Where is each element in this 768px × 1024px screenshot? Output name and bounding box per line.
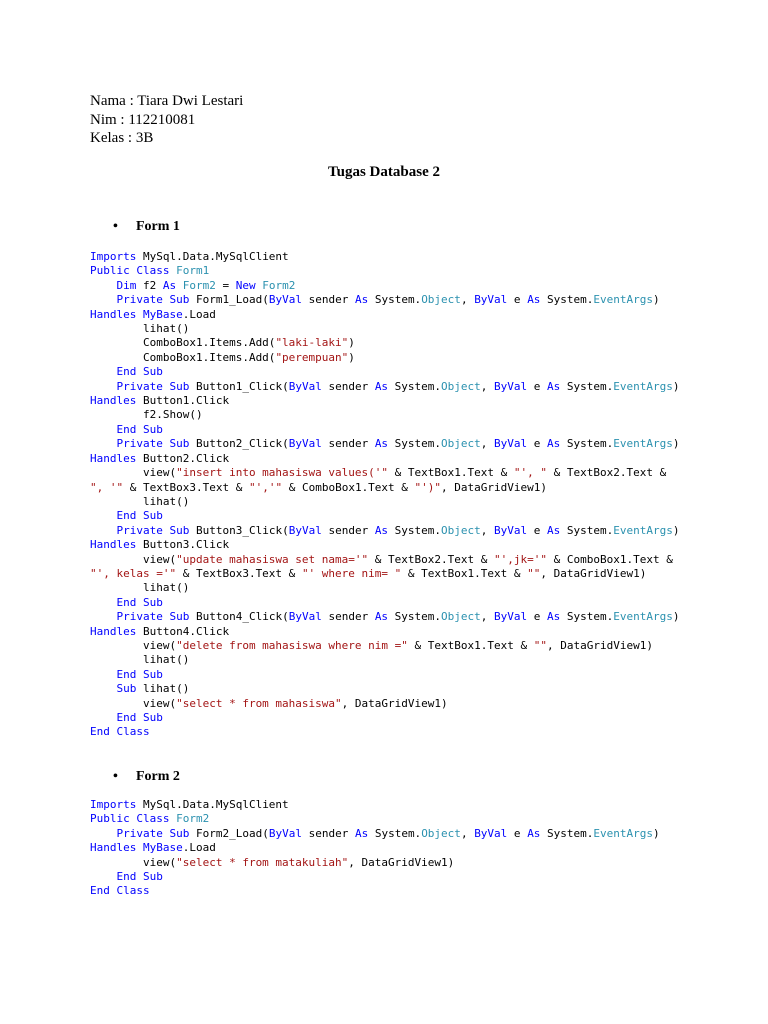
code-line xyxy=(90,697,448,710)
code-line xyxy=(90,495,189,508)
student-class: Kelas : 3B xyxy=(90,130,154,146)
code-text: ComboBox1.Items.Add( xyxy=(90,350,276,364)
code-keyword: Handles xyxy=(90,538,137,552)
code-type: Object xyxy=(441,379,481,393)
code-keyword: As xyxy=(374,437,389,451)
code-line xyxy=(90,625,229,638)
code-text: Button4_Click( xyxy=(189,610,289,624)
code-text: view( xyxy=(90,855,177,869)
code-text: System. xyxy=(388,379,442,393)
code-type: Form1 xyxy=(176,264,210,278)
code-text: ) xyxy=(672,379,680,393)
code-keyword: ByVal xyxy=(494,610,528,624)
code-line xyxy=(90,264,209,277)
code-text xyxy=(136,841,143,854)
code-text: sender xyxy=(301,826,355,840)
code-type: Object xyxy=(421,826,461,840)
code-line xyxy=(90,509,163,522)
code-keyword: As xyxy=(547,523,561,537)
student-nim: Nim : 112210081 xyxy=(90,111,196,128)
code-keyword: End Sub xyxy=(116,365,163,379)
code-text: MySql.Data.MySqlClient xyxy=(136,798,289,811)
code-keyword: Handles xyxy=(90,307,137,321)
code-keyword: As xyxy=(354,293,369,307)
code-keyword: Sub xyxy=(116,682,137,696)
code-text xyxy=(90,279,117,292)
code-text: Button4.Click xyxy=(136,624,230,638)
document-title: Tugas Database 2 xyxy=(328,164,440,180)
code-type: EventArgs xyxy=(613,610,673,624)
code-text: e xyxy=(507,293,528,307)
bullet-icon: • xyxy=(113,219,118,234)
code-text: & TextBox3.Text & xyxy=(123,480,249,494)
code-text xyxy=(90,870,117,883)
code-line xyxy=(90,711,163,724)
code-text: System. xyxy=(388,610,442,624)
code-string: "insert into mahasiswa values('" xyxy=(176,466,389,480)
code-string: "perempuan" xyxy=(275,350,349,364)
code-text: Button2.Click xyxy=(136,451,230,465)
code-keyword: ByVal xyxy=(288,379,322,393)
code-string: "', kelas ='" xyxy=(90,566,177,580)
code-text: ) xyxy=(653,293,660,307)
code-string: "" xyxy=(527,566,541,580)
code-text xyxy=(90,437,117,450)
code-text: ) xyxy=(653,826,660,840)
code-keyword: ByVal xyxy=(288,610,322,624)
code-type: Form2 xyxy=(182,278,216,292)
code-text: , DataGridView1) xyxy=(540,566,647,580)
code-line xyxy=(90,452,229,465)
code-text xyxy=(90,365,117,378)
code-keyword: ByVal xyxy=(288,437,322,451)
code-text xyxy=(176,279,183,292)
code-keyword: MyBase xyxy=(142,307,183,321)
code-line xyxy=(90,639,653,652)
code-line xyxy=(90,466,666,479)
code-text: System. xyxy=(368,293,422,307)
code-keyword: Handles xyxy=(90,394,137,408)
code-text: & TextBox1.Text & xyxy=(401,566,528,580)
code-text: view( xyxy=(90,466,177,480)
code-keyword: Private Sub xyxy=(116,610,190,624)
code-text: , xyxy=(460,826,475,840)
code-keyword: As xyxy=(527,826,541,840)
code-text: sender xyxy=(321,610,375,624)
code-text: , DataGridView1) xyxy=(546,638,653,652)
code-line xyxy=(90,365,163,378)
code-text xyxy=(90,524,117,537)
code-line xyxy=(90,394,229,407)
code-line xyxy=(90,827,660,840)
code-line xyxy=(90,567,646,580)
code-string: "update mahasiswa set nama='" xyxy=(176,552,369,566)
code-text: System. xyxy=(368,826,422,840)
code-text: lihat() xyxy=(90,494,190,508)
code-text xyxy=(90,827,117,840)
code-text: Button1.Click xyxy=(136,394,230,408)
code-text: lihat() xyxy=(90,322,190,336)
code-line xyxy=(90,884,150,897)
code-keyword: ByVal xyxy=(494,437,528,451)
code-type: Form2 xyxy=(176,812,210,826)
code-keyword: ByVal xyxy=(494,379,528,393)
code-text: System. xyxy=(540,293,594,307)
code-line xyxy=(90,524,680,537)
code-text xyxy=(90,610,117,623)
code-keyword: Private Sub xyxy=(116,379,190,393)
code-keyword: As xyxy=(547,379,561,393)
code-string: "','" xyxy=(248,480,283,494)
code-text: ) xyxy=(348,350,355,364)
code-text: Form2_Load( xyxy=(189,826,269,840)
code-string: "',jk='" xyxy=(494,552,547,566)
code-line xyxy=(90,322,189,335)
code-text: System. xyxy=(560,610,614,624)
code-string: "delete from mahasiswa where nim =" xyxy=(176,638,408,652)
code-text: e xyxy=(527,610,548,624)
code-text: & TextBox2.Text & xyxy=(368,552,494,566)
code-keyword: As xyxy=(547,437,561,451)
code-text: & TextBox1.Text & xyxy=(407,638,534,652)
code-line xyxy=(90,538,229,551)
code-type: EventArgs xyxy=(613,379,673,393)
section-heading-label: Form 1 xyxy=(136,219,180,234)
code-text: .Load xyxy=(182,841,216,855)
code-keyword: Dim xyxy=(116,278,137,292)
code-text: f2 xyxy=(136,278,163,292)
code-keyword: ByVal xyxy=(474,826,508,840)
code-keyword: Private Sub xyxy=(116,826,190,840)
code-text: e xyxy=(527,437,548,451)
section-heading-form2 xyxy=(113,769,180,785)
code-line xyxy=(90,351,355,364)
code-line xyxy=(90,408,203,421)
code-keyword: ByVal xyxy=(474,293,508,307)
code-text: Button1_Click( xyxy=(189,379,289,393)
code-keyword: End Sub xyxy=(116,509,163,523)
code-text: , xyxy=(480,610,495,624)
code-line xyxy=(90,308,216,321)
code-keyword: MyBase xyxy=(142,841,183,855)
code-text: sender xyxy=(321,437,375,451)
code-keyword: New xyxy=(235,278,256,292)
code-text: Button3_Click( xyxy=(189,523,289,537)
code-text: Button2_Click( xyxy=(189,437,289,451)
code-string: "select * from matakuliah" xyxy=(176,855,349,869)
code-text: , xyxy=(460,293,475,307)
student-name: Nama : Tiara Dwi Lestari xyxy=(90,93,244,109)
code-keyword: As xyxy=(374,523,389,537)
code-keyword: As xyxy=(374,379,389,393)
code-text xyxy=(90,380,117,393)
code-keyword: End Sub xyxy=(116,422,163,436)
code-text xyxy=(90,711,117,724)
code-text: & TextBox2.Text & xyxy=(546,466,667,480)
code-type: EventArgs xyxy=(593,826,654,840)
code-text: e xyxy=(527,523,548,537)
code-line xyxy=(90,856,454,869)
code-string: "" xyxy=(533,638,547,652)
code-type: EventArgs xyxy=(613,437,673,451)
code-text: Button3.Click xyxy=(136,538,230,552)
code-text: sender xyxy=(321,523,375,537)
code-string: ", '" xyxy=(90,480,124,494)
code-string: "select * from mahasiswa" xyxy=(176,696,342,710)
code-text xyxy=(90,293,117,306)
code-text: & TextBox1.Text & xyxy=(388,466,514,480)
code-keyword: Private Sub xyxy=(116,437,190,451)
code-text xyxy=(90,596,117,609)
student-info xyxy=(90,92,243,148)
code-text xyxy=(90,668,117,681)
code-line xyxy=(90,380,680,393)
code-string: "' where nim= " xyxy=(301,566,402,580)
code-keyword: Imports xyxy=(90,798,137,811)
code-text: System. xyxy=(560,379,614,393)
code-keyword: End Class xyxy=(90,884,150,898)
code-block-form2 xyxy=(90,798,660,899)
code-text: ) xyxy=(672,523,680,537)
code-keyword: End Sub xyxy=(116,870,163,884)
code-text xyxy=(90,423,117,436)
code-line xyxy=(90,610,680,623)
code-text: view( xyxy=(90,638,177,652)
code-keyword: Imports xyxy=(90,250,137,263)
code-text: System. xyxy=(560,437,614,451)
code-text: e xyxy=(527,379,548,393)
section-heading-label: Form 2 xyxy=(136,769,180,784)
code-text: sender xyxy=(301,293,355,307)
code-text: System. xyxy=(388,523,442,537)
code-line xyxy=(90,653,189,666)
code-line xyxy=(90,437,680,450)
code-type: EventArgs xyxy=(613,523,673,537)
code-text: ) xyxy=(672,610,680,624)
code-string: "laki-laki" xyxy=(275,336,349,350)
code-text: ) xyxy=(348,336,355,350)
code-keyword: Private Sub xyxy=(116,523,190,537)
code-text: & TextBox3.Text & xyxy=(176,566,302,580)
code-keyword: End Sub xyxy=(116,595,163,609)
code-text: , DataGridView1) xyxy=(348,855,455,869)
code-keyword: As xyxy=(354,826,369,840)
code-line xyxy=(90,581,189,594)
code-line xyxy=(90,553,673,566)
code-keyword: ByVal xyxy=(288,523,322,537)
code-line xyxy=(90,870,163,883)
code-line xyxy=(90,812,209,825)
code-line xyxy=(90,423,163,436)
code-text xyxy=(90,509,117,522)
code-keyword: ByVal xyxy=(268,826,302,840)
code-keyword: Public Class xyxy=(90,264,170,278)
code-text: view( xyxy=(90,552,177,566)
code-text: ) xyxy=(672,437,680,451)
code-text: , xyxy=(480,523,495,537)
code-keyword: Handles xyxy=(90,624,137,638)
code-text: System. xyxy=(560,523,614,537)
code-type: Object xyxy=(421,293,461,307)
code-type: Object xyxy=(441,610,481,624)
code-keyword: End Class xyxy=(90,725,150,739)
code-keyword: Handles xyxy=(90,451,137,465)
code-string: "', " xyxy=(513,466,547,480)
code-text: view( xyxy=(90,696,177,710)
code-keyword: As xyxy=(527,293,541,307)
code-keyword: Handles xyxy=(90,841,137,855)
code-text: MySql.Data.MySqlClient xyxy=(136,250,289,263)
code-string: "')" xyxy=(414,480,442,494)
code-text: System. xyxy=(388,437,442,451)
code-line xyxy=(90,682,189,695)
code-line xyxy=(90,596,163,609)
code-line xyxy=(90,725,150,738)
code-type: Form2 xyxy=(262,278,296,292)
code-line xyxy=(90,668,163,681)
code-keyword: As xyxy=(547,610,561,624)
code-type: EventArgs xyxy=(593,293,654,307)
code-text: lihat() xyxy=(90,581,190,595)
code-keyword: Public Class xyxy=(90,812,170,826)
code-text: , DataGridView1) xyxy=(441,480,548,494)
code-text: e xyxy=(507,826,528,840)
code-line xyxy=(90,279,295,292)
code-keyword: As xyxy=(162,278,177,292)
code-line xyxy=(90,336,355,349)
code-text: System. xyxy=(540,826,594,840)
code-text: sender xyxy=(321,379,375,393)
code-keyword: ByVal xyxy=(268,293,302,307)
code-line xyxy=(90,481,547,494)
code-keyword: End Sub xyxy=(116,667,163,681)
code-text: , DataGridView1) xyxy=(341,696,448,710)
code-text: ComboBox1.Items.Add( xyxy=(90,336,276,350)
code-line xyxy=(90,798,289,811)
code-text: , xyxy=(480,437,495,451)
code-text: = xyxy=(215,278,236,292)
code-line xyxy=(90,250,289,263)
code-text xyxy=(136,308,143,321)
code-text: , xyxy=(480,379,495,393)
code-block-form1 xyxy=(90,250,680,740)
code-text: & ComboBox1.Text & xyxy=(282,480,415,494)
code-text: f2.Show() xyxy=(90,408,203,422)
code-type: Object xyxy=(441,437,481,451)
code-text: .Load xyxy=(182,307,216,321)
code-line xyxy=(90,841,216,854)
code-text: lihat() xyxy=(90,653,190,667)
bullet-icon: • xyxy=(113,769,118,784)
code-text: & ComboBox1.Text & xyxy=(546,552,673,566)
code-keyword: As xyxy=(374,610,389,624)
section-heading-form1 xyxy=(113,219,180,235)
code-keyword: ByVal xyxy=(494,523,528,537)
code-keyword: Private Sub xyxy=(116,293,190,307)
code-keyword: End Sub xyxy=(116,711,163,724)
code-line xyxy=(90,293,660,306)
code-text: lihat() xyxy=(136,682,190,696)
code-text xyxy=(90,682,117,695)
code-type: Object xyxy=(441,523,481,537)
code-text: Form1_Load( xyxy=(189,293,269,307)
